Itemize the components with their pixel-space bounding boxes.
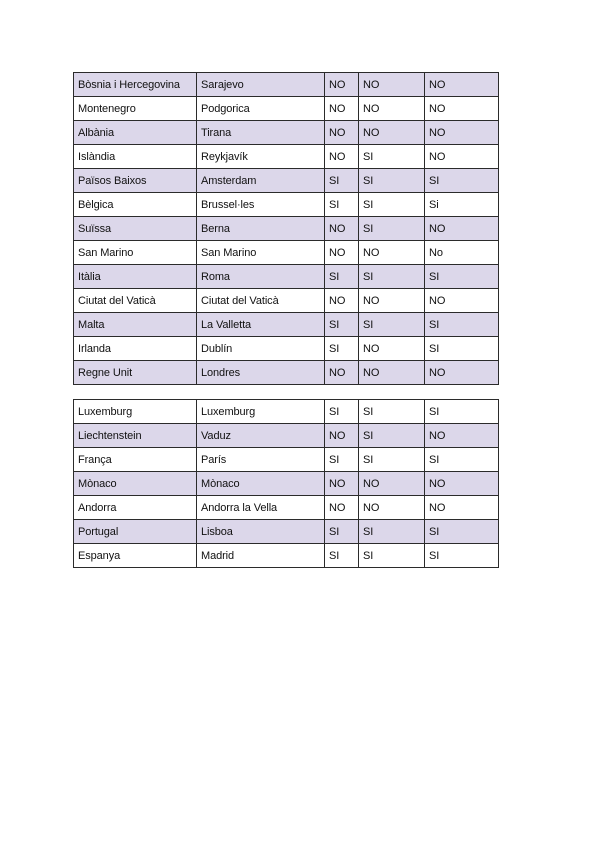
country-cell: Liechtenstein: [74, 424, 197, 448]
value-cell-1: SI: [325, 448, 359, 472]
table-row: [74, 169, 499, 193]
country-cell: França: [74, 448, 197, 472]
value-cell-1: NO: [325, 73, 359, 97]
capital-cell: Luxemburg: [197, 400, 325, 424]
capital-cell: Madrid: [197, 544, 325, 568]
value-cell-1: SI: [325, 520, 359, 544]
value-cell-1: NO: [325, 241, 359, 265]
country-cell: Irlanda: [74, 337, 197, 361]
table-row: [74, 193, 499, 217]
value-cell-2: SI: [359, 424, 425, 448]
country-cell: Luxemburg: [74, 400, 197, 424]
value-cell-2: SI: [359, 448, 425, 472]
value-cell-2: SI: [359, 400, 425, 424]
value-cell-3: NO: [425, 97, 499, 121]
value-cell-2: NO: [359, 121, 425, 145]
value-cell-2: NO: [359, 496, 425, 520]
table-row: [74, 241, 499, 265]
capital-cell: La Valletta: [197, 313, 325, 337]
table-row: [74, 496, 499, 520]
value-cell-2: SI: [359, 193, 425, 217]
country-cell: Espanya: [74, 544, 197, 568]
table-row: [74, 145, 499, 169]
country-cell: Bèlgica: [74, 193, 197, 217]
value-cell-3: NO: [425, 289, 499, 313]
table-row: [74, 520, 499, 544]
value-cell-1: NO: [325, 97, 359, 121]
table-row: [74, 73, 499, 97]
value-cell-1: SI: [325, 313, 359, 337]
table-row: [74, 361, 499, 385]
country-cell: Albània: [74, 121, 197, 145]
value-cell-1: NO: [325, 145, 359, 169]
country-cell: Ciutat del Vaticà: [74, 289, 197, 313]
table-row: [74, 400, 499, 424]
capital-cell: Brussel·les: [197, 193, 325, 217]
country-cell: Mònaco: [74, 472, 197, 496]
capital-cell: Amsterdam: [197, 169, 325, 193]
country-cell: Països Baixos: [74, 169, 197, 193]
table-row: [74, 424, 499, 448]
capital-cell: Berna: [197, 217, 325, 241]
country-cell: Islàndia: [74, 145, 197, 169]
value-cell-2: NO: [359, 337, 425, 361]
country-cell: Andorra: [74, 496, 197, 520]
capital-cell: Sarajevo: [197, 73, 325, 97]
value-cell-3: NO: [425, 472, 499, 496]
country-cell: Suïssa: [74, 217, 197, 241]
value-cell-1: SI: [325, 544, 359, 568]
value-cell-2: NO: [359, 97, 425, 121]
country-cell: Malta: [74, 313, 197, 337]
value-cell-2: SI: [359, 313, 425, 337]
value-cell-3: SI: [425, 520, 499, 544]
capital-cell: Londres: [197, 361, 325, 385]
value-cell-3: SI: [425, 544, 499, 568]
capital-cell: Vaduz: [197, 424, 325, 448]
country-cell: Montenegro: [74, 97, 197, 121]
value-cell-3: Si: [425, 193, 499, 217]
value-cell-3: SI: [425, 400, 499, 424]
value-cell-1: SI: [325, 193, 359, 217]
capital-cell: Lisboa: [197, 520, 325, 544]
value-cell-2: SI: [359, 520, 425, 544]
value-cell-2: NO: [359, 241, 425, 265]
value-cell-3: No: [425, 241, 499, 265]
table-row: [74, 448, 499, 472]
value-cell-1: NO: [325, 424, 359, 448]
value-cell-3: NO: [425, 496, 499, 520]
table-row: [74, 289, 499, 313]
capital-cell: Tirana: [197, 121, 325, 145]
value-cell-1: SI: [325, 400, 359, 424]
value-cell-2: SI: [359, 145, 425, 169]
country-cell: Bòsnia i Hercegovina: [74, 73, 197, 97]
capital-cell: Mònaco: [197, 472, 325, 496]
country-cell: Regne Unit: [74, 361, 197, 385]
value-cell-2: NO: [359, 472, 425, 496]
value-cell-3: SI: [425, 448, 499, 472]
capital-cell: Roma: [197, 265, 325, 289]
table-row: [74, 97, 499, 121]
value-cell-1: NO: [325, 361, 359, 385]
country-cell: San Marino: [74, 241, 197, 265]
capital-cell: San Marino: [197, 241, 325, 265]
value-cell-3: NO: [425, 73, 499, 97]
countries-table-1: [73, 72, 499, 385]
table-row: [74, 265, 499, 289]
value-cell-2: NO: [359, 73, 425, 97]
value-cell-1: NO: [325, 496, 359, 520]
value-cell-3: SI: [425, 313, 499, 337]
value-cell-3: NO: [425, 424, 499, 448]
value-cell-1: NO: [325, 289, 359, 313]
value-cell-1: NO: [325, 472, 359, 496]
value-cell-1: SI: [325, 265, 359, 289]
value-cell-1: NO: [325, 121, 359, 145]
capital-cell: Podgorica: [197, 97, 325, 121]
value-cell-2: SI: [359, 217, 425, 241]
value-cell-3: SI: [425, 265, 499, 289]
table-row: [74, 121, 499, 145]
capital-cell: Dublín: [197, 337, 325, 361]
table-row: [74, 544, 499, 568]
value-cell-2: SI: [359, 544, 425, 568]
value-cell-3: NO: [425, 217, 499, 241]
value-cell-3: SI: [425, 337, 499, 361]
country-cell: Portugal: [74, 520, 197, 544]
value-cell-2: SI: [359, 169, 425, 193]
table-row: [74, 217, 499, 241]
value-cell-2: NO: [359, 289, 425, 313]
table-row: [74, 313, 499, 337]
country-cell: Itàlia: [74, 265, 197, 289]
value-cell-1: SI: [325, 337, 359, 361]
capital-cell: Andorra la Vella: [197, 496, 325, 520]
value-cell-2: NO: [359, 361, 425, 385]
value-cell-3: NO: [425, 121, 499, 145]
value-cell-3: SI: [425, 169, 499, 193]
table-row: [74, 337, 499, 361]
value-cell-1: SI: [325, 169, 359, 193]
countries-table-2: [73, 399, 499, 568]
value-cell-1: NO: [325, 217, 359, 241]
capital-cell: Ciutat del Vaticà: [197, 289, 325, 313]
value-cell-3: NO: [425, 361, 499, 385]
value-cell-2: SI: [359, 265, 425, 289]
capital-cell: Reykjavík: [197, 145, 325, 169]
capital-cell: París: [197, 448, 325, 472]
table-row: [74, 472, 499, 496]
value-cell-3: NO: [425, 145, 499, 169]
